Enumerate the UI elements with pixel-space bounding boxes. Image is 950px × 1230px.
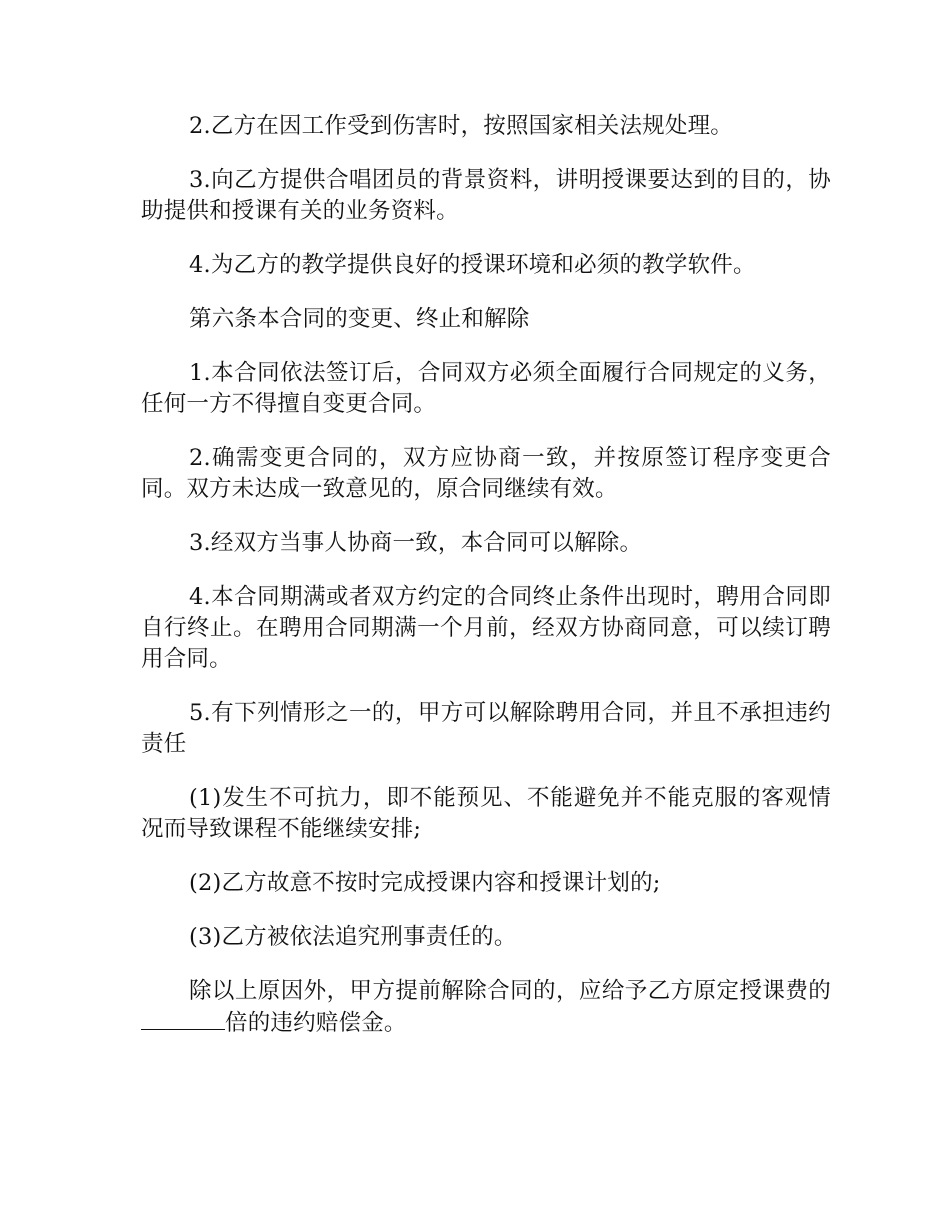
compensation-text-before: 除以上原因外，甲方提前解除合同的，应给予乙方原定授课费的 — [189, 978, 831, 1004]
paragraph-contract-obligation: 1.本合同依法签订后，合同双方必须全面履行合同规定的义务，任何一方不得擅自变更合同。 — [141, 360, 831, 417]
paragraph-compensation — [141, 976, 831, 1039]
paragraph-contract-expiry: 4.本合同期满或者双方约定的合同终止条件出现时，聘用合同即自行终止。在聘用合同期满一个月前，经双方协商同意，可以续订聘用合同。 — [141, 584, 831, 672]
section-heading-article-six: 第六条本合同的变更、终止和解除 — [189, 306, 530, 332]
paragraph-injury-handling: 2.乙方在因工作受到伤害时，按照国家相关法规处理。 — [189, 113, 733, 139]
paragraph-termination-conditions: 5.有下列情形之一的，甲方可以解除聘用合同，并且不承担违约责任 — [141, 700, 831, 757]
paragraph-force-majeure: (1)发生不可抗力，即不能预见、不能避免并不能克服的客观情况而导致课程不能继续安排; — [141, 785, 831, 842]
paragraph-teaching-environment: 4.为乙方的教学提供良好的授课环境和必须的教学软件。 — [189, 252, 756, 278]
paragraph-contract-change: 2.确需变更合同的，双方应协商一致，并按原签订程序变更合同。双方未达成一致意见的，原合同继续有效。 — [141, 445, 831, 502]
paragraph-background-materials: 3.向乙方提供合唱团员的背景资料，讲明授课要达到的目的，协助提供和授课有关的业务资料。 — [141, 167, 831, 224]
paragraph-criminal-liability: (3)乙方被依法追究刑事责任的。 — [189, 924, 517, 950]
paragraph-incomplete-teaching: (2)乙方故意不按时完成授课内容和授课计划的; — [189, 870, 661, 896]
paragraph-mutual-termination: 3.经双方当事人协商一致，本合同可以解除。 — [189, 530, 643, 556]
fill-in-blank — [141, 1007, 225, 1030]
document-body — [141, 111, 831, 1039]
compensation-text-after: 倍的违约赔偿金。 — [225, 1010, 407, 1036]
